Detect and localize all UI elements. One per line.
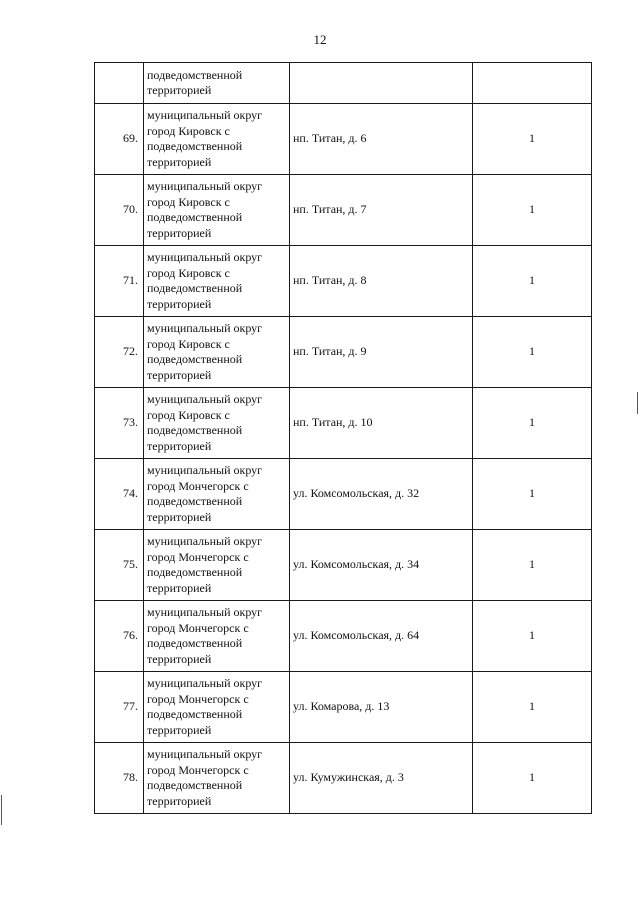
municipality-line: подведомственной (147, 423, 243, 437)
municipality-line: подведомственной (147, 281, 243, 295)
municipality-cell (144, 388, 290, 459)
municipality-line: город Кировск с (147, 407, 230, 422)
municipality-line: подведомственной (147, 67, 243, 82)
quantity-cell: 1 (473, 601, 592, 672)
municipality-line: подведомственной (147, 494, 243, 508)
address-cell: ул. Комарова, д. 13 (290, 672, 473, 743)
municipality-line: подведомственной (147, 565, 243, 579)
row-number-cell: 73. (95, 388, 144, 459)
quantity-cell: 1 (473, 530, 592, 601)
municipality-line: город Кировск с (147, 194, 230, 209)
municipality-cell (144, 317, 290, 388)
municipality-line: подведомственной (147, 210, 243, 224)
municipality-line: город Мончегорск с (147, 478, 249, 493)
municipality-line: подведомственной (147, 139, 243, 153)
municipality-line: город Кировск с (147, 123, 230, 138)
municipality-line: территорией (147, 367, 212, 382)
quantity-cell: 1 (473, 388, 592, 459)
municipality-line: территорией (147, 651, 212, 666)
row-number-cell: 71. (95, 246, 144, 317)
table-row (95, 601, 592, 672)
address-cell (290, 63, 473, 104)
municipality-cell (144, 601, 290, 672)
row-number-cell: 76. (95, 601, 144, 672)
municipality-line: муниципальный округ (147, 534, 263, 548)
address-cell: нп. Титан, д. 8 (290, 246, 473, 317)
municipality-cell (144, 743, 290, 814)
scan-edge-mark (637, 392, 638, 414)
municipality-cell (144, 672, 290, 743)
municipality-line: город Мончегорск с (147, 691, 249, 706)
quantity-cell: 1 (473, 246, 592, 317)
municipality-line: город Мончегорск с (147, 620, 249, 635)
address-cell: нп. Титан, д. 9 (290, 317, 473, 388)
row-number-cell: 69. (95, 104, 144, 175)
municipality-line: город Мончегорск с (147, 549, 249, 564)
page-number: 12 (313, 32, 327, 47)
quantity-cell: 1 (473, 672, 592, 743)
municipality-cell (144, 63, 290, 104)
municipality-line: муниципальный округ (147, 676, 263, 690)
row-number-cell: 72. (95, 317, 144, 388)
municipality-line: территорией (147, 722, 212, 737)
municipality-line: муниципальный округ (147, 179, 263, 193)
municipality-line: территорией (147, 296, 212, 311)
table-row-continuation (95, 63, 592, 104)
address-cell: нп. Титан, д. 6 (290, 104, 473, 175)
quantity-cell: 1 (473, 459, 592, 530)
quantity-cell: 1 (473, 104, 592, 175)
row-number-cell: 77. (95, 672, 144, 743)
municipality-line: территорией (147, 83, 212, 97)
table-row (95, 246, 592, 317)
quantity-cell: 1 (473, 317, 592, 388)
address-cell: ул. Комсомольская, д. 34 (290, 530, 473, 601)
table-row (95, 175, 592, 246)
municipality-line: муниципальный округ (147, 250, 263, 264)
municipality-line: муниципальный округ (147, 392, 263, 406)
address-cell: ул. Кумужинская, д. 3 (290, 743, 473, 814)
row-number-cell: 78. (95, 743, 144, 814)
quantity-cell: 1 (473, 743, 592, 814)
municipality-line: территорией (147, 154, 212, 169)
row-number-cell: 70. (95, 175, 144, 246)
address-cell: нп. Титан, д. 10 (290, 388, 473, 459)
municipality-line: подведомственной (147, 778, 243, 792)
municipality-line: подведомственной (147, 352, 243, 366)
table-body (95, 63, 592, 814)
municipality-line: муниципальный округ (147, 321, 263, 335)
table-row (95, 459, 592, 530)
row-number-cell: 75. (95, 530, 144, 601)
municipality-cell (144, 459, 290, 530)
table-row (95, 104, 592, 175)
table-row (95, 317, 592, 388)
municipality-cell (144, 175, 290, 246)
row-number-cell (95, 63, 144, 104)
municipality-line: муниципальный округ (147, 605, 263, 619)
quantity-cell (473, 63, 592, 104)
municipality-line: город Кировск с (147, 265, 230, 280)
table-row (95, 672, 592, 743)
municipality-cell (144, 246, 290, 317)
municipality-line: город Мончегорск с (147, 762, 249, 777)
row-number-cell: 74. (95, 459, 144, 530)
municipality-line: территорией (147, 793, 212, 808)
quantity-cell: 1 (473, 175, 592, 246)
address-cell: нп. Титан, д. 7 (290, 175, 473, 246)
municipality-line: подведомственной (147, 707, 243, 721)
municipality-cell (144, 530, 290, 601)
municipality-line: территорией (147, 225, 212, 240)
address-cell: ул. Комсомольская, д. 64 (290, 601, 473, 672)
municipality-line: подведомственной (147, 636, 243, 650)
table-row (95, 530, 592, 601)
housing-table (94, 62, 592, 814)
address-cell: ул. Комсомольская, д. 32 (290, 459, 473, 530)
municipality-line: территорией (147, 438, 212, 453)
municipality-line: муниципальный округ (147, 108, 263, 122)
municipality-line: территорией (147, 580, 212, 595)
table-row (95, 743, 592, 814)
scan-edge-mark (1, 795, 2, 825)
table-row (95, 388, 592, 459)
municipality-line: территорией (147, 509, 212, 524)
municipality-line: муниципальный округ (147, 463, 263, 477)
municipality-line: город Кировск с (147, 336, 230, 351)
municipality-cell (144, 104, 290, 175)
municipality-line: муниципальный округ (147, 747, 263, 761)
